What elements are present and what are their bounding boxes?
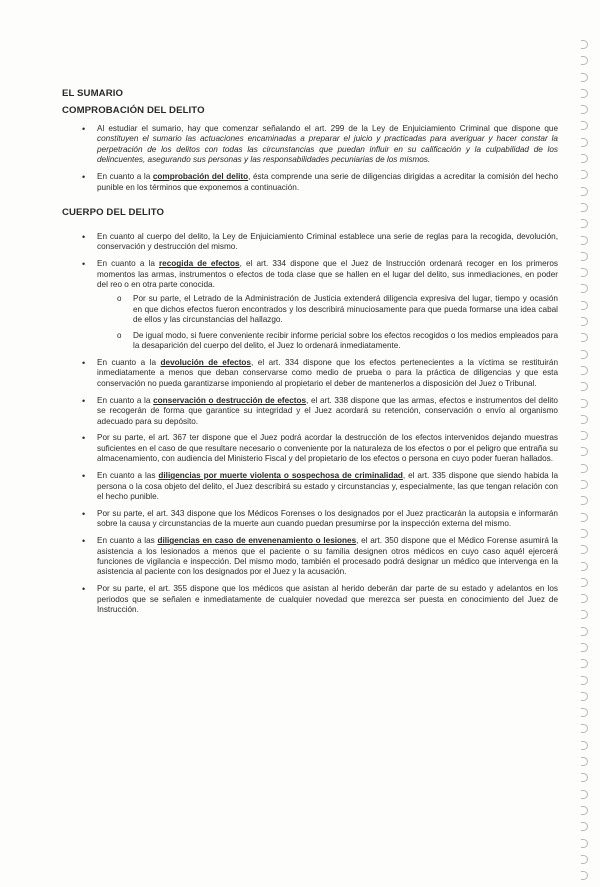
- sublist-recogida: [97, 294, 558, 351]
- binding-ring-icon: [581, 855, 588, 864]
- bullet-icon: •: [82, 584, 86, 595]
- list-item: [62, 358, 558, 389]
- binding-ring-icon: [581, 73, 588, 82]
- bullet-icon: •: [82, 259, 86, 270]
- list-item: [62, 509, 558, 530]
- bullet-icon: •: [82, 508, 86, 519]
- list-item: [62, 536, 558, 578]
- item-text: , el art. 350 dispone que el Médico Forense asumirá la asistencia a los lesionados a menos que el paciente o su familia designen otros médicos en cuyo caso aquél ejercerá funciones de vigilancia e inspección. Del mismo modo, también el procesado podrá designar un médico que intervenga en la asistencia al paciente con los designados por el Juez y la acusación.: [97, 536, 558, 577]
- item-text: En cuanto a la: [97, 358, 161, 367]
- item-text: En cuanto a la: [97, 395, 154, 405]
- heading-comprobacion: COMPROBACIÓN DEL DELITO: [62, 105, 205, 116]
- list-item: [62, 124, 558, 166]
- binding-ring-icon: [581, 806, 588, 815]
- item-text: Por su parte, el art. 355 dispone que los médicos que asistan al herido deberán dar parte de su estado y adelantos en los periodos que se señalen e inmediatamente de cualquier novedad que merezca ser puesta en conocimiento del Juez de Instrucción.: [97, 584, 558, 615]
- term-comprobacion: comprobación del delito: [152, 172, 249, 182]
- list-item: [62, 259, 558, 351]
- circle-bullet-icon: o: [117, 330, 122, 340]
- list-cuerpo: [62, 232, 558, 616]
- bullet-icon: •: [82, 433, 86, 444]
- item-text: Por su parte, el Letrado de la Administración de Justicia extenderá diligencia expresiva del lugar, tiempo y ocasión en que dichos efectos fueron encontrados y los describirá minuciosamente para que pueda formarse una idea cabal de ellos y las circunstancias del hallazgo.: [133, 294, 558, 325]
- binding-ring-icon: [581, 529, 588, 538]
- binding-ring-icon: [581, 724, 588, 733]
- binding-ring-icon: [581, 366, 588, 375]
- binding-ring-icon: [581, 203, 588, 212]
- binding-ring-icon: [581, 676, 588, 685]
- item-text: Por su parte, el art. 343 dispone que los Médicos Forenses o los designados por el Juez practicarán la autopsia e informarán sobre la causa y circunstancias de la muerte aun cuando puedan presumirse por la inspección externa del mismo.: [97, 508, 558, 529]
- binding-ring-icon: [581, 513, 588, 522]
- binding-ring-icon: [581, 56, 588, 65]
- binding-ring-icon: [581, 284, 588, 293]
- binding-ring-icon: [581, 170, 588, 179]
- binding-ring-icon: [581, 594, 588, 603]
- list-comprobacion: [62, 124, 558, 193]
- binding-ring-icon: [581, 464, 588, 473]
- binding-ring-icon: [581, 871, 588, 880]
- binding-ring-icon: [581, 105, 588, 114]
- sublist-item: [97, 294, 558, 325]
- binding-ring-icon: [581, 382, 588, 391]
- binding-ring-icon: [581, 578, 588, 587]
- binding-ring-icon: [581, 545, 588, 554]
- binding-ring-icon: [581, 610, 588, 619]
- binding-ring-icon: [581, 187, 588, 196]
- list-item: [62, 232, 558, 253]
- binding-ring-icon: [581, 431, 588, 440]
- list-item: [62, 584, 558, 615]
- binding-ring-icon: [581, 317, 588, 326]
- binding-ring-icon: [581, 350, 588, 359]
- binding-ring-icon: [581, 40, 588, 49]
- item-text: En cuanto al cuerpo del delito, la Ley de Enjuiciamiento Criminal establece una serie de reglas para la recogida, devolución, conservación y destrucción del mismo.: [97, 231, 558, 252]
- binding-rings: [581, 40, 595, 887]
- item-text: En cuanto a la: [97, 172, 153, 182]
- item-text: Al estudiar el sumario, hay que comenzar señalando el art. 299 de la Ley de Enjuiciamiento Criminal que dispone que: [97, 124, 558, 133]
- binding-ring-icon: [581, 741, 588, 750]
- binding-ring-icon: [581, 219, 588, 228]
- bullet-icon: •: [82, 358, 86, 368]
- binding-ring-icon: [581, 708, 588, 717]
- term-muerte-violenta: diligencias por muerte violenta o sospechosa de criminalidad: [158, 471, 403, 481]
- bullet-icon: •: [82, 231, 86, 242]
- binding-ring-icon: [581, 757, 588, 766]
- binding-ring-icon: [581, 236, 588, 245]
- list-item: [62, 433, 558, 464]
- binding-ring-icon: [581, 121, 588, 130]
- term-envenenamiento: diligencias en caso de envenenamiento o lesiones: [157, 536, 357, 546]
- item-text: , el art. 338 dispone que las armas, efectos e instrumentos del delito se recogerán de forma que garantice su integridad y el Juez acordará su retención, conservación o envío al organismo adecuado para su depósito.: [97, 395, 558, 426]
- item-text: , ésta comprende una serie de diligencias dirigidas a acreditar la comisión del hecho punible en los términos que exponemos a continuación.: [97, 172, 559, 192]
- binding-ring-icon: [581, 627, 588, 636]
- binding-ring-icon: [581, 333, 588, 342]
- bullet-icon: •: [82, 124, 86, 134]
- list-item: [62, 471, 558, 502]
- item-text: En cuanto a las: [97, 536, 158, 546]
- quote-text: constituyen el sumario las actuaciones encaminadas a preparar el juicio y practicadas para averiguar y hacer constar la perpetración de los delitos con todas las circunstancias que puedan influir en su calificación y la culpabilidad de los delincuentes, asegurando sus personas y las responsabilidades pecuniarias de los mismos.: [97, 134, 558, 165]
- item-text: Por su parte, el art. 367 ter dispone que el Juez podrá acordar la destrucción de los efectos intervenidos dejando muestras suficientes en el caso de que resultare necesario o conveniente por la naturaleza de los efectos o por el peligro que entraña su almacenamiento, con audiencia del Ministerio Fiscal y del propietario de los efectos o persona en cuyo poder fueran hallados.: [97, 433, 558, 464]
- item-text: En cuanto a la: [97, 259, 159, 269]
- term-conservacion: conservación o destrucción de efectos: [153, 395, 307, 405]
- binding-ring-icon: [581, 839, 588, 848]
- bullet-icon: •: [82, 395, 86, 406]
- sublist-item: [97, 331, 558, 352]
- list-item: [62, 396, 558, 427]
- binding-ring-icon: [581, 447, 588, 456]
- heading-sumario: EL SUMARIO: [62, 88, 124, 99]
- binding-ring-icon: [581, 399, 588, 408]
- binding-ring-icon: [581, 643, 588, 652]
- list-item: [62, 172, 558, 193]
- item-text: De igual modo, si fuere conveniente recibir informe pericial sobre los efectos recogidos o los medios empleados para la desaparición del cuerpo del delito, el Juez lo ordenará inmediatamente.: [133, 330, 558, 351]
- binding-ring-icon: [581, 692, 588, 701]
- bullet-icon: •: [82, 471, 86, 482]
- term-devolucion: devolución de efectos: [160, 358, 251, 367]
- binding-ring-icon: [581, 480, 588, 489]
- bullet-icon: •: [82, 172, 86, 183]
- binding-ring-icon: [581, 301, 588, 310]
- binding-ring-icon: [581, 773, 588, 782]
- item-text: , el art. 334 dispone que el Juez de Instrucción ordenará recoger en los primeros momentos las armas, instrumentos o efectos de toda clase que se hallen en el lugar del delito, sus inmediaciones, en poder del reo o en otra parte conocida.: [97, 259, 559, 290]
- binding-ring-icon: [581, 496, 588, 505]
- binding-ring-icon: [581, 822, 588, 831]
- binding-ring-icon: [581, 138, 588, 147]
- binding-ring-icon: [581, 415, 588, 424]
- binding-ring-icon: [581, 89, 588, 98]
- binding-ring-icon: [581, 268, 588, 277]
- bullet-icon: •: [82, 536, 86, 547]
- heading-cuerpo: CUERPO DEL DELITO: [62, 206, 165, 218]
- term-recogida: recogida de efectos: [159, 259, 240, 269]
- item-text: En cuanto a las: [97, 471, 159, 481]
- item-text: , el art. 335 dispone que siendo habida la persona o la cosa objeto del delito, el Juez describirá su estado y circunstancias y, especialmente, las que tengan relación con el hecho punible.: [97, 471, 559, 501]
- binding-ring-icon: [581, 154, 588, 163]
- binding-ring-icon: [581, 562, 588, 571]
- binding-ring-icon: [581, 659, 588, 668]
- circle-bullet-icon: o: [117, 294, 122, 304]
- item-text: , el art. 334 dispone que los efectos pertenecientes a la víctima se restituirán inmediatamente a menos que deban conservarse como medio de prueba o para la práctica de diligencias y que esta conservación no pueda garantizarse imponiendo al propietario el deber de mantenerlos a disposición del Juez o Tribunal.: [97, 358, 558, 388]
- binding-ring-icon: [581, 790, 588, 799]
- binding-ring-icon: [581, 252, 588, 261]
- page-content: [62, 88, 558, 622]
